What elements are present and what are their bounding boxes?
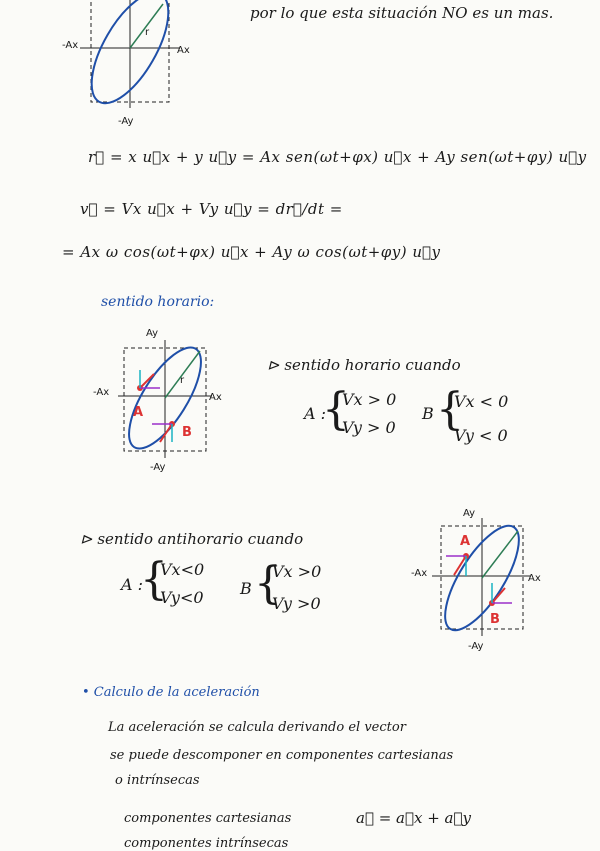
antihorario-b-label: B (240, 579, 252, 598)
d3-ay: Ay (463, 508, 476, 519)
antihorario-b-brace: { (254, 558, 282, 609)
acceleration-heading: • Calculo de la aceleración (82, 685, 260, 700)
horario-condition-text: ⊳ sentido horario cuando (267, 356, 461, 374)
antihorario-a-vy: Vy<0 (160, 588, 204, 607)
horario-a-label: A : (304, 404, 327, 423)
d2-ax: Ax (209, 392, 222, 403)
acceleration-paragraph-line3: o intrínsecas (115, 773, 200, 788)
intrinsic-components-label: componentes intrínsecas (124, 836, 289, 851)
equation-position: r⃗ = x u⃗x + y u⃗y = Ax sen(ωt+φx) u⃗x + Ay sen(ωt+φy) u⃗y (88, 148, 587, 166)
horario-b-brace: { (436, 384, 464, 435)
antihorario-a-vx: Vx<0 (160, 560, 205, 579)
antihorario-condition-text: ⊳ sentido antihorario cuando (80, 530, 304, 548)
d2-neg-ax: -Ax (93, 387, 110, 398)
cartesian-components-equation: a⃗ = a⃗x + a⃗y (356, 809, 471, 827)
d3-neg-ax: -Ax (411, 568, 428, 579)
top-note: por lo que esta situación NO es un mas. (250, 4, 554, 22)
horario-a-vy: Vy > 0 (342, 418, 396, 437)
d1-r: r (145, 27, 150, 38)
d2-r: r (180, 375, 185, 386)
sentido-horario-heading: sentido horario: (101, 294, 215, 310)
cartesian-components-label: componentes cartesianas (124, 811, 292, 826)
d3-neg-ay: -Ay (468, 641, 484, 652)
horario-b-vy: Vy < 0 (454, 426, 508, 445)
d2-point-a: A (133, 405, 144, 420)
antihorario-a-brace: { (140, 554, 168, 605)
d1-neg-ay: -Ay (118, 116, 134, 127)
d3-point-a: A (460, 534, 471, 549)
horario-b-label: B (422, 404, 434, 423)
d1-neg-ax: -Ax (62, 40, 79, 51)
d3-point-b: B (490, 612, 500, 627)
acceleration-paragraph-line1: La aceleración se calcula derivando el vector (108, 720, 406, 735)
d3-ax: Ax (528, 573, 541, 584)
horario-b-vx: Vx < 0 (454, 392, 509, 411)
acceleration-paragraph-line2: se puede descomponer en componentes cartesianas (110, 748, 454, 763)
horario-a-brace: { (322, 384, 350, 435)
horario-a-vx: Vx > 0 (342, 390, 397, 409)
equation-velocity: v⃗ = Vx u⃗x + Vy u⃗y = dr⃗/dt = (80, 200, 343, 218)
d2-point-b: B (182, 425, 192, 440)
equation-velocity-expanded: = Ax ω cos(ωt+φx) u⃗x + Ay ω cos(ωt+φy) u⃗y (62, 243, 441, 261)
antihorario-b-vx: Vx >0 (272, 562, 322, 581)
d1-ax: Ax (177, 45, 190, 56)
antihorario-a-label: A : (121, 575, 144, 594)
antihorario-b-vy: Vy >0 (272, 594, 321, 613)
d2-neg-ay: -Ay (150, 462, 166, 473)
d2-ay: Ay (146, 328, 159, 339)
